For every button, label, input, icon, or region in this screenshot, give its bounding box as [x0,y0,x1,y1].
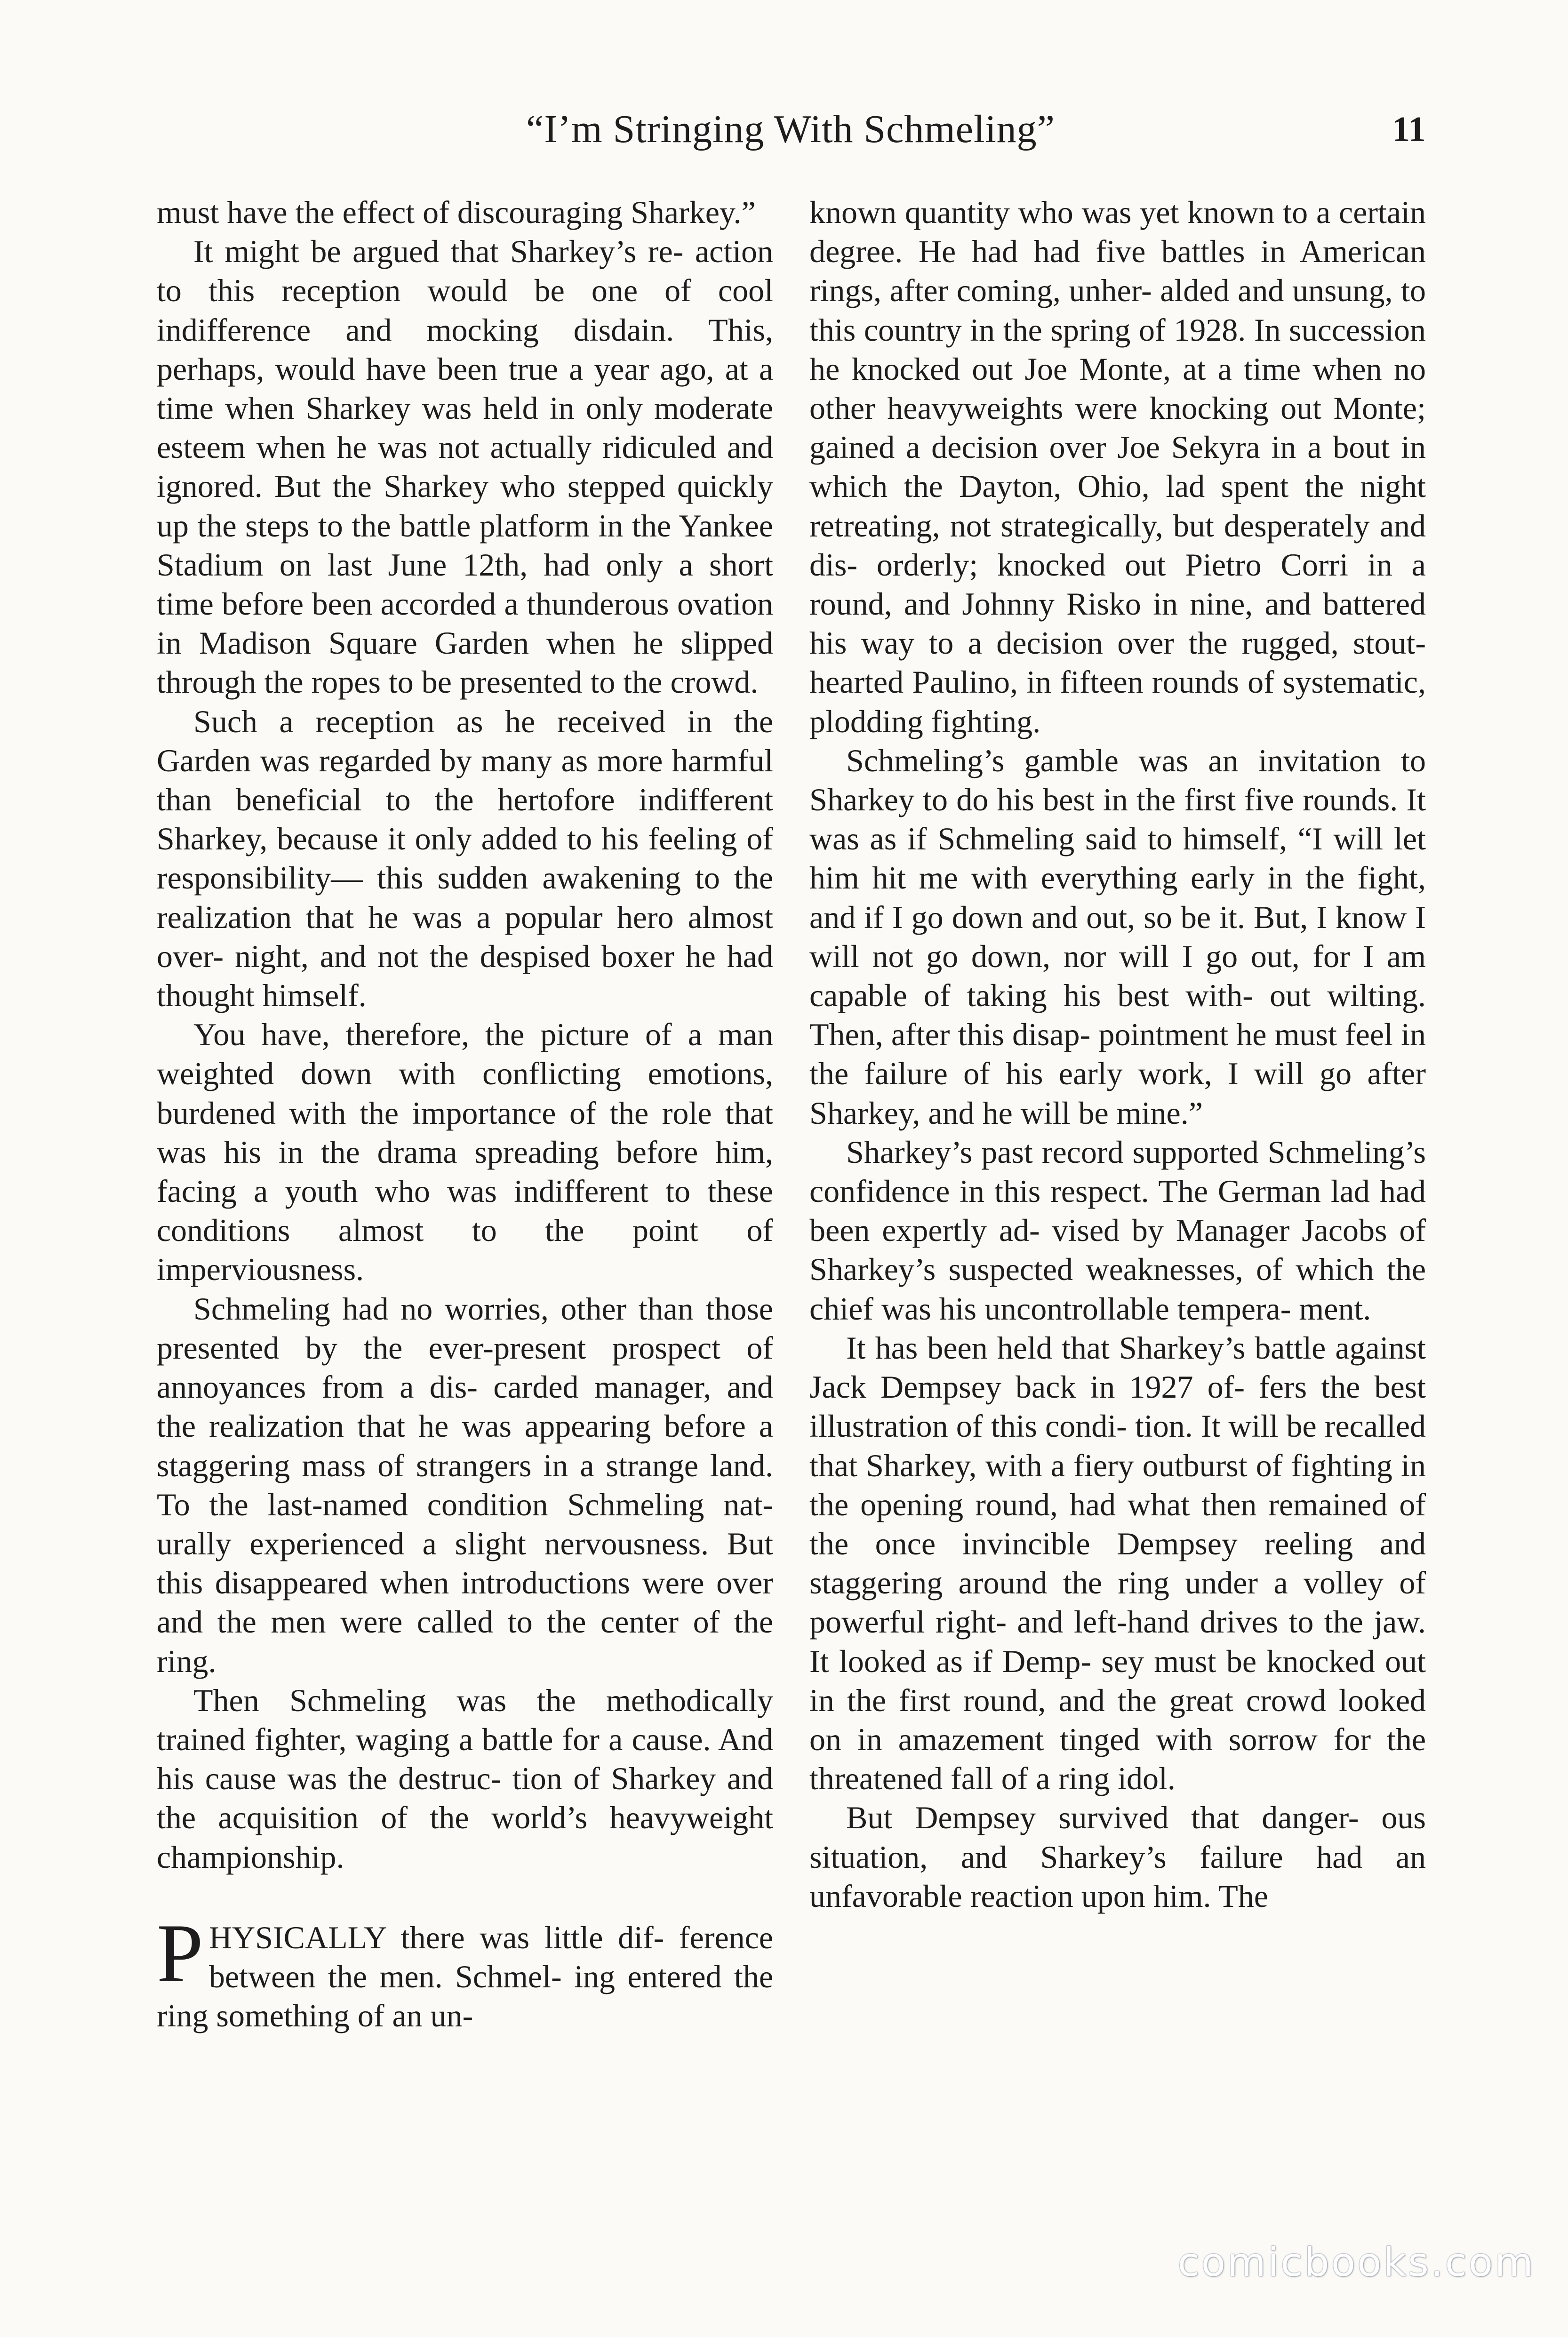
drop-cap: P [157,1906,203,2000]
paragraph: known quantity who was yet known to a certain degree. He had had five battles in American rings, after coming, unher- alded and unsung, to this country in the spring of 1928. In succession he knocked out Joe Monte, at a time when no other heavyweights were knocking out Monte; gained a decision over Joe Sekyra in a bout in which the Dayton, Ohio, lad spent the night retreating, not strategically, but desperately and dis- orderly; knocked out Pietro Corri in a round, and Johnny Risko in nine, and battered his way to a decision over the rugged, stout-hearted Paulino, in fifteen rounds of systematic, plodding fighting. [809,194,1426,739]
paragraph: Schmeling’s gamble was an invitation to Sharkey to do his best in the first five rounds. It was as if Schmeling said to himself, “I will let him hit me with everything early in the fight, and if I go down and out, so be it. But, I know I will not go down, nor will I go out, for I am capable of taking his best with- out wilting. Then, after this disap- pointment he must feel in the failure of his early work, I will go after Sharkey, and he will be mine.” [809,742,1426,1131]
paragraph: must have the effect of discouraging Sharkey.” [157,194,756,230]
paragraph: It has been held that Sharkey’s battle against Jack Dempsey back in 1927 of- fers the best illustration of this condi- tion. It will be recalled that Sharkey, with a fiery outburst of fighting in the opening round, had what then remained of the once invincible Dempsey reeling and staggering around the ring under a volley of powerful right- and left-hand drives to the jaw. It looked as if Demp- sey must be knocked out in the first round, and the great crowd looked on in amazement tinged with sorrow for the threatened fall of a ring idol. [809,1329,1426,1797]
right-column [809,193,1426,1916]
paragraph: Then Schmeling was the methodically trained fighter, waging a battle for a cause. And his cause was the destruc- tion of Sharkey and the acquisition of the world’s heavyweight championship. [157,1682,773,1875]
page-number: 11 [1392,110,1426,149]
running-title: “I’m Stringing With Schmeling” [526,107,1055,151]
paragraph: But Dempsey survived that danger- ous situation, and Sharkey’s failure had an unfavorable reaction upon him. The [809,1800,1426,1914]
paragraph: It might be argued that Sharkey’s re- action to this reception would be one of cool indifference and mocking disdain. This, perhaps, would have been true a year ago, at a time when Sharkey was held in only moderate esteem when he was not actually ridiculed and ignored. But the Sharkey who stepped quickly up the steps to the battle platform in the Yankee Stadium on last June 12th, had only a short time before been accorded a thunderous ovation in Madison Square Garden when he slipped through the ropes to be presented to the crowd. [157,233,773,700]
left-column [157,193,773,2035]
paragraph: Sharkey’s past record supported Schmeling’s confidence in this respect. The German lad had been expertly ad- vised by Manager Jacobs of Sharkey’s suspected weaknesses, of which the chief was his uncontrollable tempera- ment. [809,1134,1426,1327]
paragraph: Schmeling had no worries, other than those presented by the ever-present prospect of annoyances from a dis- carded manager, and the realization that he was appearing before a staggering mass of strangers in a strange land. To the last-named condition Schmeling nat- urally experienced a slight nervousness. But this disappeared when introductions were over and the men were called to the center of the ring. [157,1290,773,1679]
section-paragraph [157,1906,773,2036]
page-header [155,101,1426,158]
section-paragraph-text: HYSICALLY there was little dif- ference between the men. Schmel- ing entered the ring something of an un- [157,1919,773,2034]
paragraph: Such a reception as he received in the Garden was regarded by many as more harmful than beneficial to the hertofore indifferent Sharkey, because it only added to his feeling of responsibility— this sudden awakening to the realization that he was a popular hero almost over- night, and not the despised boxer he had thought himself. [157,703,773,1014]
watermark: comicbooks.com [1177,2239,1535,2285]
paragraph: You have, therefore, the picture of a man weighted down with conflicting emotions, burdened with the importance of the role that was his in the drama spreading before him, facing a youth who was indifferent to these conditions almost to the point of imperviousness. [157,1016,773,1288]
